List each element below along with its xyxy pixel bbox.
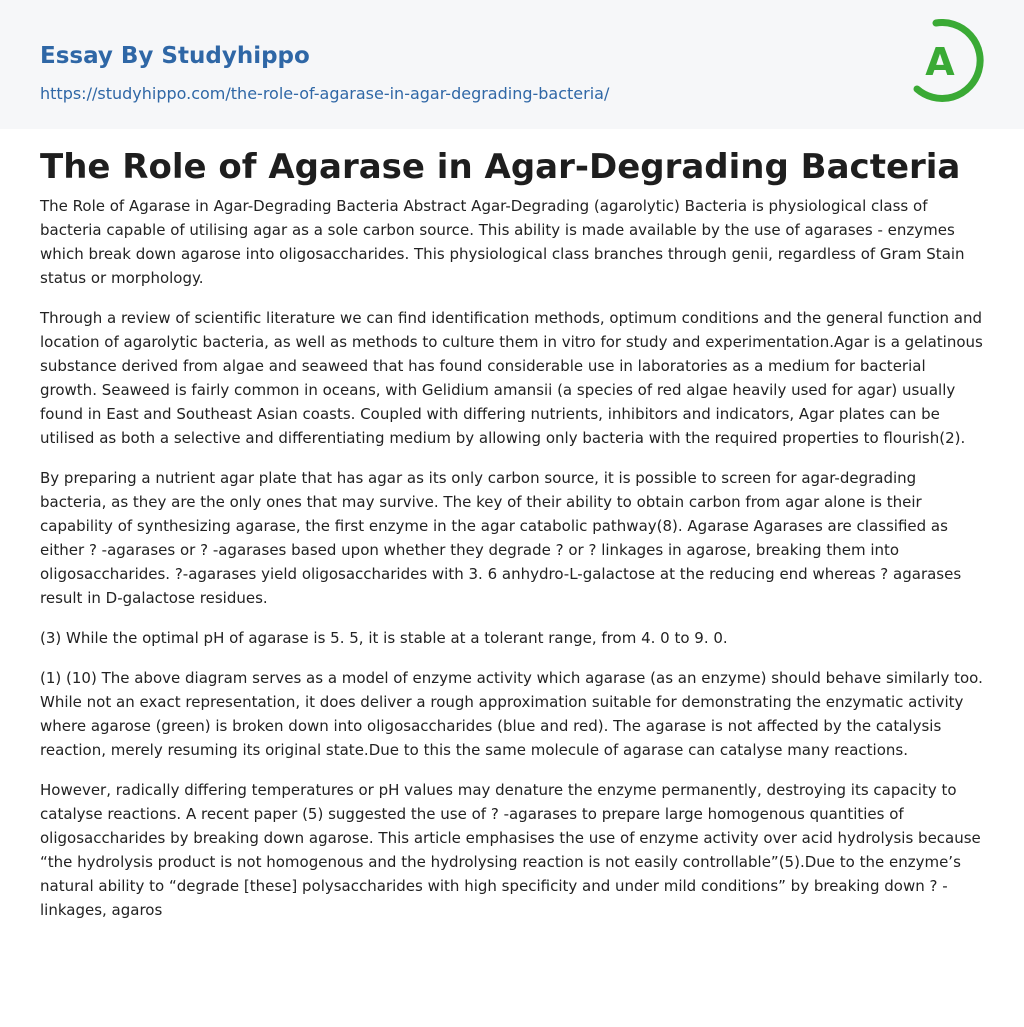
- article-paragraph: However, radically differing temperatures or pH values may denature the enzyme permanently, destroying its capacity to catalyse reactions. A recent paper (5) suggested the use of ? -agarases to prepare large homogenous quantities of oligosaccharides by breaking down agarose. This article emphasises the use of enzyme activity over acid hydrolysis because “the hydrolysis product is not homogenous and the hydrolysing reaction is not easily controllable”(5).Due to the enzyme’s natural ability to “degrade [these] polysaccharides with high specificity and under mild conditions” by breaking down ? -linkages, agaros: [40, 781, 981, 919]
- article-paragraph: By preparing a nutrient agar plate that has agar as its only carbon source, it is possible to screen for agar-degrading bacteria, as they are the only ones that may survive. The key of their ability to obtain carbon from agar alone is their capability of synthesizing agarase, the first enzyme in the agar catabolic pathway(8). Agarase Agarases are classified as either ? -agarases or ? -agarases based upon whether they degrade ? or ? linkages in agarose, breaking them into oligosaccharides. ?-agarases yield oligosaccharides with 3. 6 anhydro-L-galactose at the reducing end whereas ? agarases result in D-galactose residues.: [40, 469, 962, 607]
- article-body: [40, 194, 984, 938]
- article-url-link[interactable]: https://studyhippo.com/the-role-of-agarase-in-agar-degrading-bacteria/: [40, 84, 610, 103]
- studyhippo-logo-icon[interactable]: [912, 19, 986, 105]
- logo-letter: A: [925, 40, 955, 84]
- article-title: The Role of Agarase in Agar-Degrading Bacteria: [40, 147, 961, 187]
- site-header: [0, 0, 1024, 129]
- article-paragraph: (1) (10) The above diagram serves as a model of enzyme activity which agarase (as an enzyme) should behave similarly too. While not an exact representation, it does deliver a rough approximation suitable for demonstrating the enzymatic activity where agarose (green) is broken down into oligosaccharides (blue and red). The agarase is not affected by the catalysis reaction, merely resuming its original state.Due to this the same molecule of agarase can catalyse many reactions.: [40, 669, 983, 759]
- article-paragraph: The Role of Agarase in Agar-Degrading Bacteria Abstract Agar-Degrading (agarolytic) Bacteria is physiological class of bacteria capable of utilising agar as a sole carbon source. This ability is made available by the use of agarases - enzymes which break down agarose into oligosaccharides. This physiological class branches through genii, regardless of Gram Stain status or morphology.: [40, 197, 965, 287]
- article-paragraph: Through a review of scientific literature we can find identification methods, optimum conditions and the general function and location of agarolytic bacteria, as well as methods to culture them in vitro for study and experimentation.Agar is a gelatinous substance derived from algae and seaweed that has found considerable use in laboratories as a medium for bacterial growth. Seaweed is fairly common in oceans, with Gelidium amansii (a species of red algae heavily used for agar) usually found in East and Southeast Asian coasts. Coupled with differing nutrients, inhibitors and indicators, Agar plates can be utilised as both a selective and differentiating medium by allowing only bacteria with the required properties to flourish(2).: [40, 309, 983, 447]
- site-brand[interactable]: Essay By Studyhippo: [40, 43, 310, 69]
- article-paragraph: (3) While the optimal pH of agarase is 5. 5, it is stable at a tolerant range, from 4. 0 to 9. 0.: [40, 629, 728, 647]
